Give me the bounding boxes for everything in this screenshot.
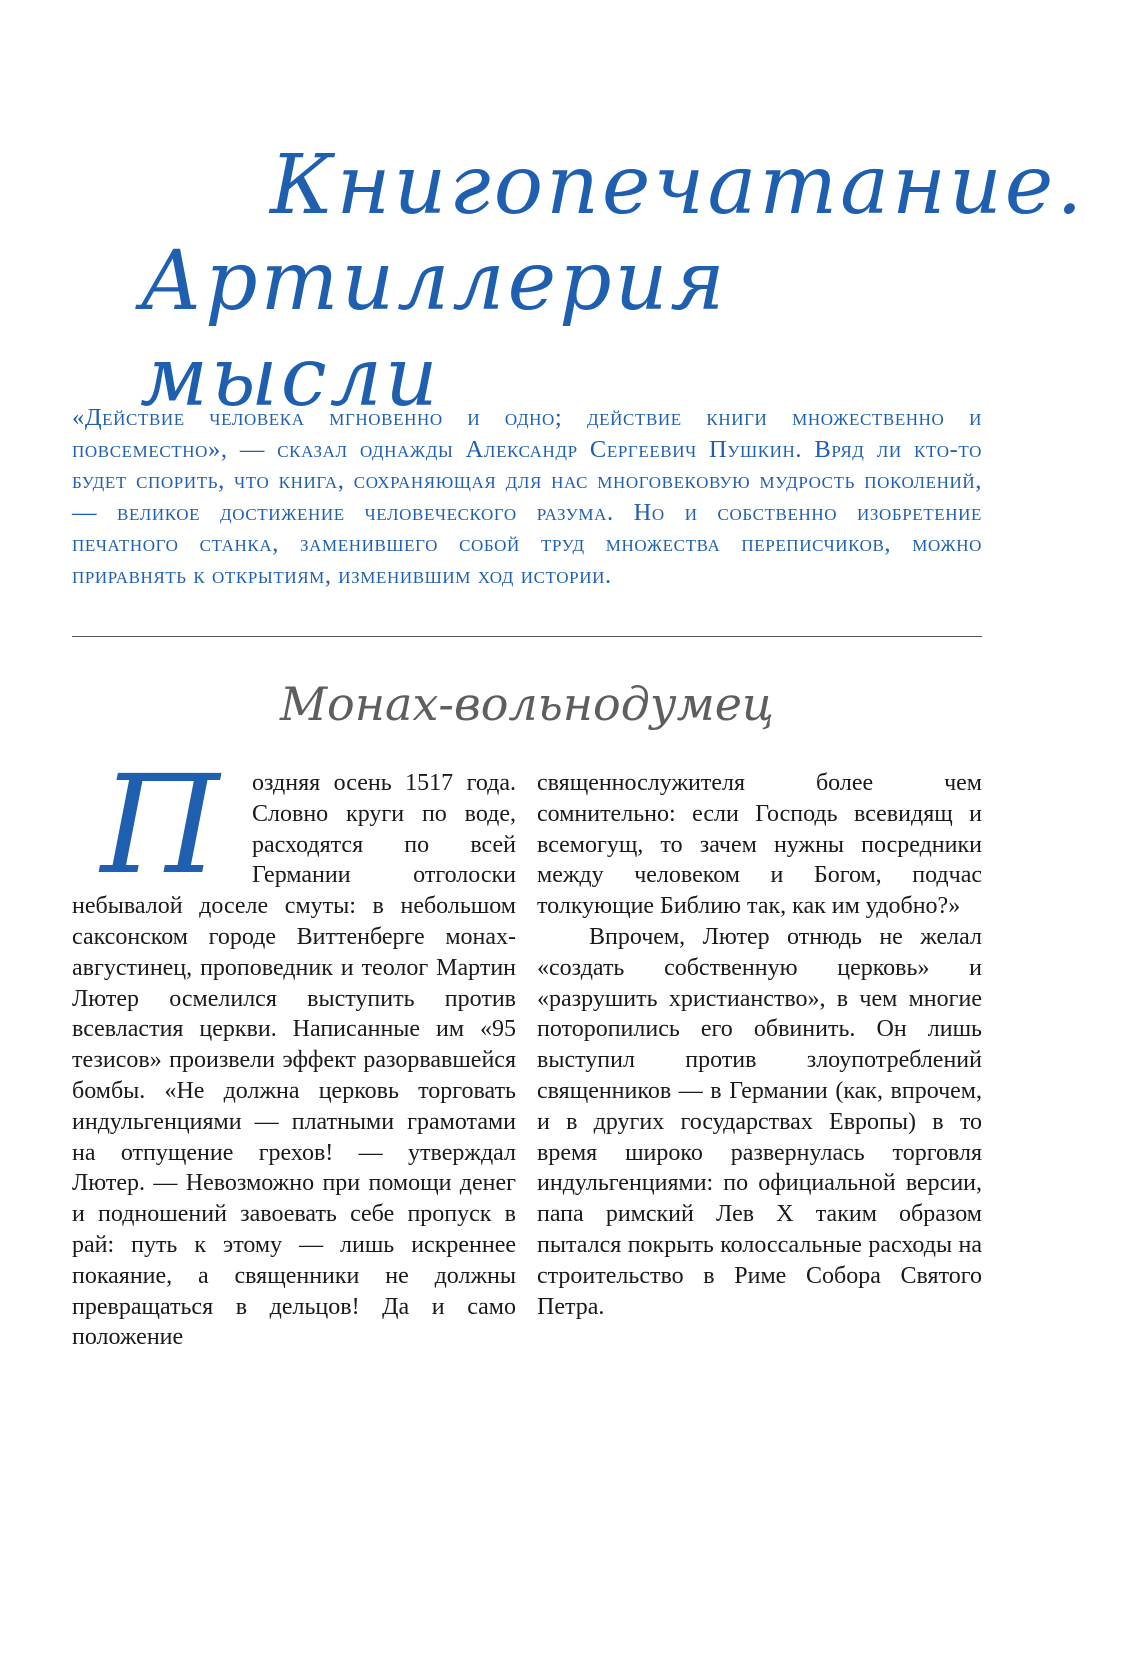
section-divider — [72, 636, 982, 637]
chapter-title — [120, 138, 1086, 426]
body-paragraph-1-continued: священнослужителя более чем сомнительно: если Господь всевидящ и всемогущ, то зачем нужны посредники между человеком и Богом, подчас толкующие Библию так, как им удобно?» — [537, 770, 982, 920]
section-heading: Монах-вольнодумец — [279, 677, 775, 731]
body-column-left — [72, 747, 516, 1353]
chapter-intro: «Действие человека мгновенно и одно; действие книги множественно и повсеместно», — сказал однажды Александр Сергеевич Пушкин. Вряд ли кто-то будет спорить, что книга, сохраняющая для нас многовековую мудрость поколений, — великое достижение человеческого разума. Но и собственно изобретение печатного станка, заменившего собой труд множества переписчиков, можно приравнять к открытиям, изменившим ход истории. — [72, 404, 982, 589]
body-paragraph-2: Впрочем, Лютер отнюдь не желал «создать собственную церковь» и «разрушить христианство», в чем многие поторопились его обвинить. Он лишь выступил против злоупотреблений священников — в Германии (как, впрочем, и в других государствах Европы) в то время широко развернулась торговля индульгенциями: по официальной версии, папа римский Лев X таким образом пытался покрыть колоссальные расходы на строительство в Риме Собора Святого Петра. — [537, 923, 982, 1320]
drop-cap: П — [100, 747, 220, 905]
body-column-right — [537, 768, 982, 1322]
body-paragraph-1: оздняя осень 1517 года. Словно круги по воде, расходятся по всей Германии отголоски небывалой доселе смуты: в небольшом саксонском городе Виттенберге монах-августинец, проповедник и теолог Мартин Лютер осмелился выступить против всевластия церкви. Написанные им «95 тезисов» произвели эффект разорвавшейся бомбы. «Не должна церковь торговать индульгенциями — платными грамотами на отпущение грехов! — утверждал Лютер. — Невозможно при помощи денег и подношений завоевать себе пропуск в рай: путь к этому — лишь искреннее покаяние, а священники не должны превращаться в дельцов! Да и само положение — [72, 770, 516, 1351]
chapter-title-line-2: Артиллерия мысли — [140, 234, 728, 425]
chapter-title-line-1: Книгопечатание. — [270, 138, 1086, 233]
